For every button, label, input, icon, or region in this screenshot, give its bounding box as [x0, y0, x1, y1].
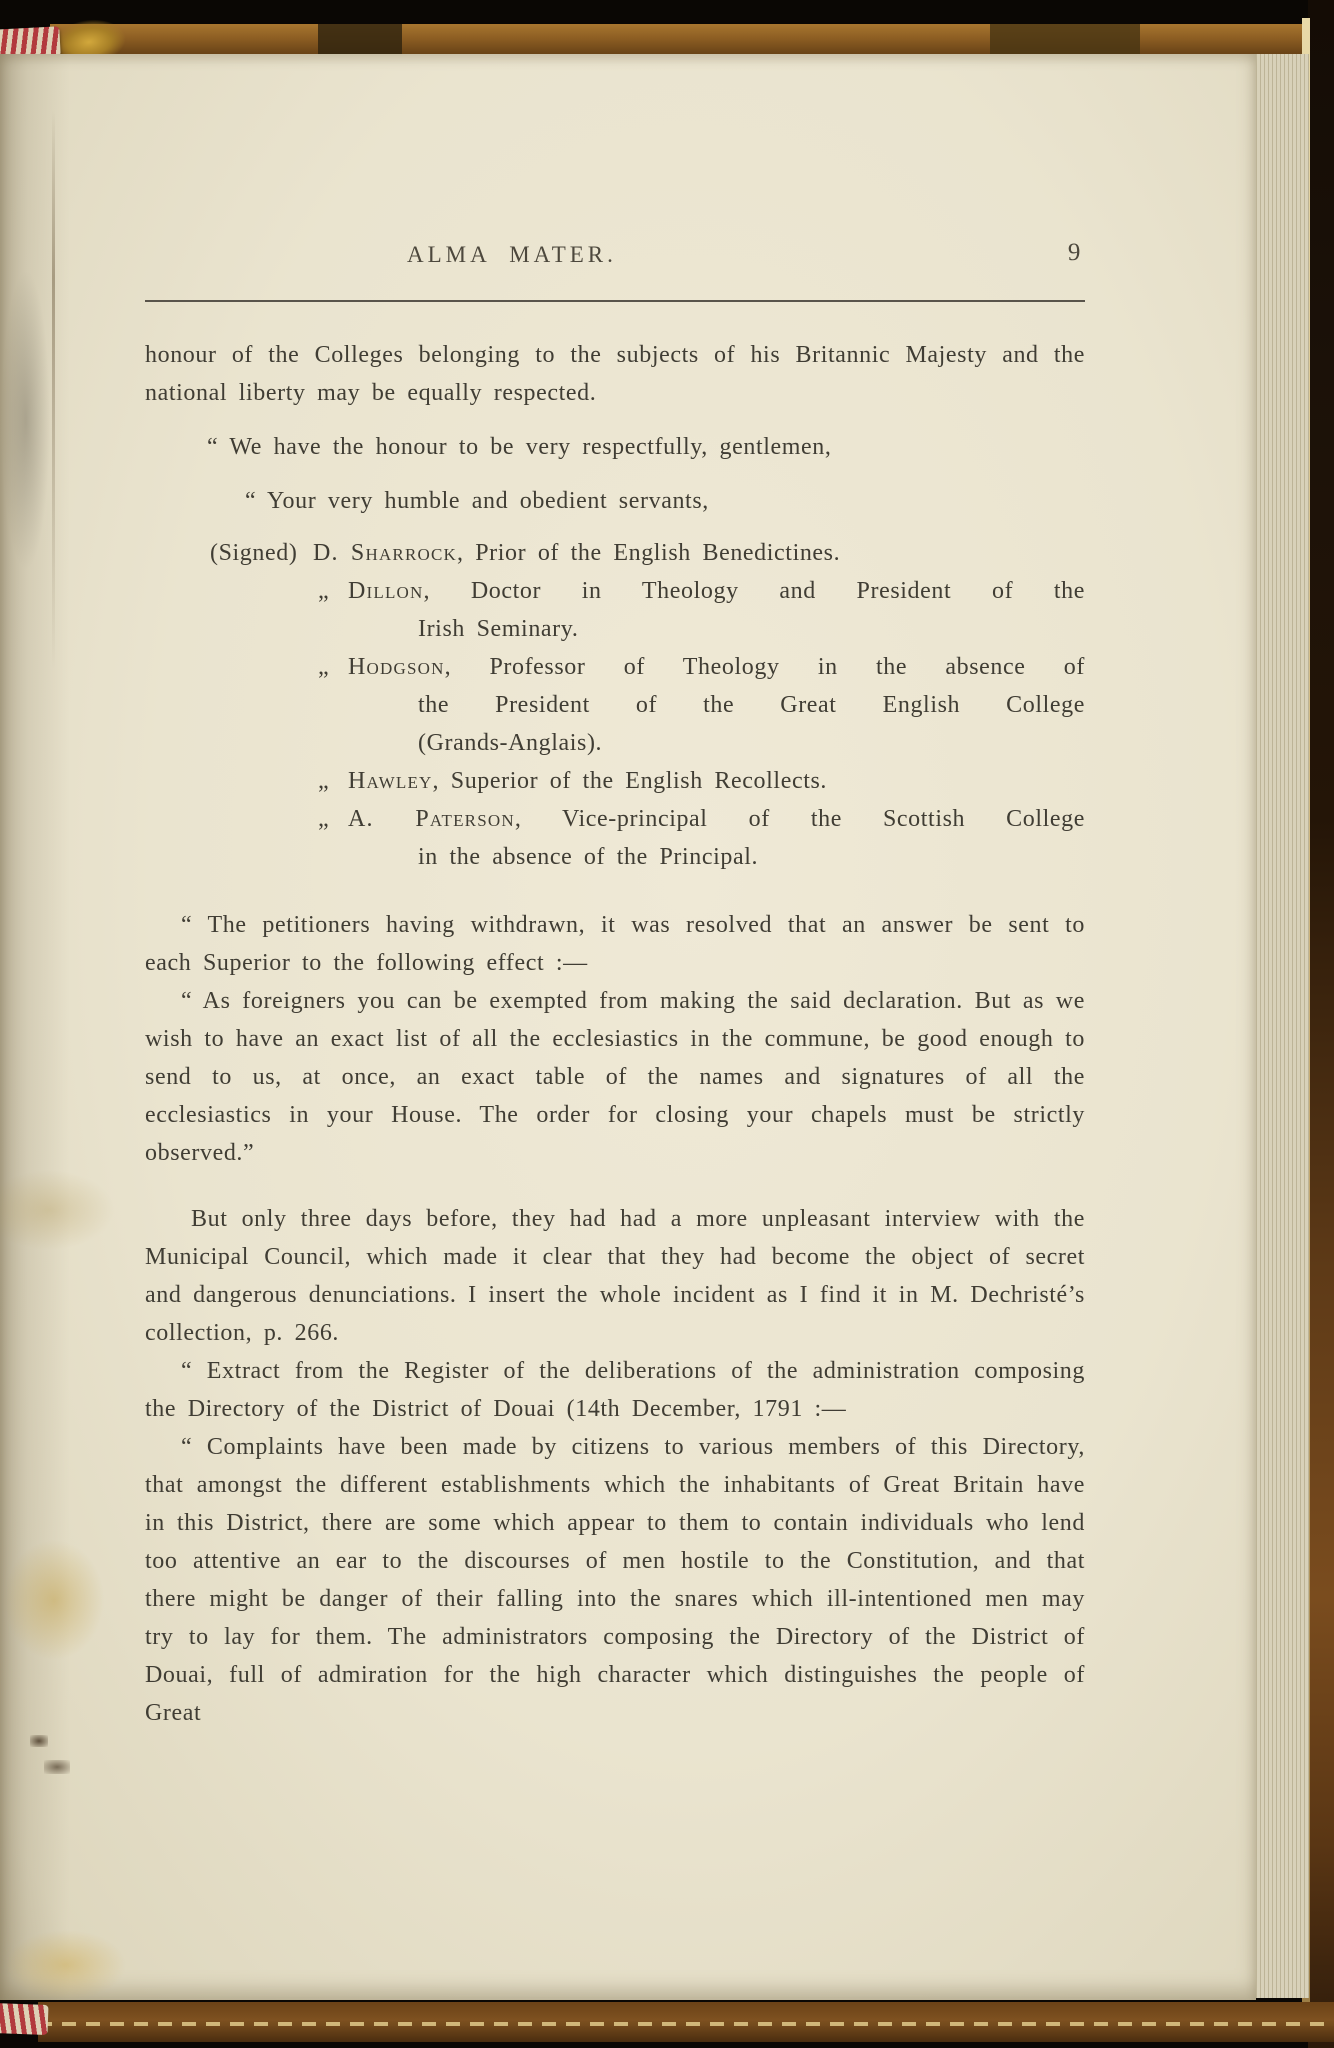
ditto-mark: „	[318, 768, 330, 794]
signatory-name: A. Paterson	[348, 806, 515, 832]
signatory-title: , Doctor in Theology and President of the	[423, 578, 1085, 604]
signatory-title: , Vice-principal of the Scottish College	[514, 806, 1086, 832]
page-crease	[52, 110, 55, 670]
cover-top-worn-patch	[318, 24, 402, 58]
signatory-title: , Prior of the English Benedictines.	[457, 540, 841, 566]
paragraph-complaints: “ Complaints have been made by citizens to various members of this Directory, that amongst the different establishments which the inhabitants of Great Britain have in this District, there are some which appear to them to contain individuals who lend too attentive an ear to the discourses of men hostile to the Constitution, and that there might be danger of their falling into the snares which ill-intentioned men may try to lay for them. The administrators composing the Directory of the District of Douai, full of admiration for the high character which distinguishes the people of Great	[145, 1434, 1085, 1726]
page-title: ALMA MATER.	[407, 242, 617, 267]
paragraph-salutation-1: “ We have the honour to be very respectfully, gentlemen,	[207, 434, 832, 460]
signature-row-continuation: Irish Seminary.	[418, 616, 579, 642]
signatory-title: , Professor of Theology in the absence of	[444, 654, 1085, 680]
ditto-mark: „	[318, 654, 330, 680]
signature-row	[313, 572, 1085, 610]
signature-row	[313, 800, 1085, 838]
signatory-name: Hawley	[348, 768, 433, 794]
page-speck	[30, 1735, 48, 1747]
signed-label: (Signed)	[210, 540, 298, 566]
signatory-title: , Superior of the English Recollects.	[432, 768, 828, 794]
headband-bottom	[0, 2003, 49, 2035]
paragraph-opening: honour of the Colleges belonging to the subjects of his Britannic Majesty and the national liberty may be equally respected.	[145, 342, 1085, 406]
paragraph-resolved: “ The petitioners having withdrawn, it was resolved that an answer be sent to each Superior to the following effect :—	[145, 912, 1085, 976]
signature-row	[313, 762, 1085, 800]
ditto-mark: „	[318, 578, 330, 604]
signature-row-continuation: the President of the Great English College	[418, 692, 1085, 718]
signatory-name: Dillon	[348, 578, 424, 604]
signature-block	[210, 534, 1086, 876]
page-speck	[44, 1760, 70, 1774]
signature-row	[313, 648, 1085, 686]
page-stain	[0, 1170, 114, 1250]
paragraph-foreigners: “ As foreigners you can be exempted from making the said declaration. But as we wish to have an exact list of all the ecclesiastics in the commune, be good enough to send to us, at once, an exact table of the names and signatures of all the ecclesiastics in your House. The order for closing your chapels must be strictly observed.”	[145, 988, 1085, 1166]
page-stain	[6, 1930, 126, 2000]
cover-top-worn-patch	[990, 24, 1140, 58]
page-number: 9	[1067, 239, 1081, 266]
header-rule	[145, 300, 1085, 302]
signatory-name: Hodgson	[348, 654, 445, 680]
running-header	[145, 228, 1085, 300]
paragraph-interview: But only three days before, they had had a more unpleasant interview with the Municipal Council, which made it clear that they had become the object of secret and dangerous denunciations. I insert the whole incident as I find it in M. Dechristé’s collection, p. 266.	[145, 1206, 1085, 1346]
page-fore-edge-stack	[1252, 54, 1309, 1998]
page-smudge	[2, 270, 50, 570]
signature-row	[313, 534, 1085, 572]
paragraph-extract: “ Extract from the Register of the deliberations of the administration composing the Directory of the District of Douai (14th December, 1791 :—	[145, 1358, 1085, 1422]
book-cover-right-edge	[1308, 0, 1334, 2048]
signature-row-continuation: in the absence of the Principal.	[418, 844, 759, 870]
cover-bottom-highlight	[38, 2022, 1334, 2026]
ditto-mark: „	[318, 806, 330, 832]
signature-row-continuation: (Grands-Anglais).	[418, 730, 603, 756]
signatory-name: D. Sharrock	[313, 540, 458, 566]
paragraph-salutation-2: “ Your very humble and obedient servants,	[245, 488, 709, 514]
page-text-block	[145, 228, 1085, 1732]
page-stain	[4, 1540, 104, 1660]
